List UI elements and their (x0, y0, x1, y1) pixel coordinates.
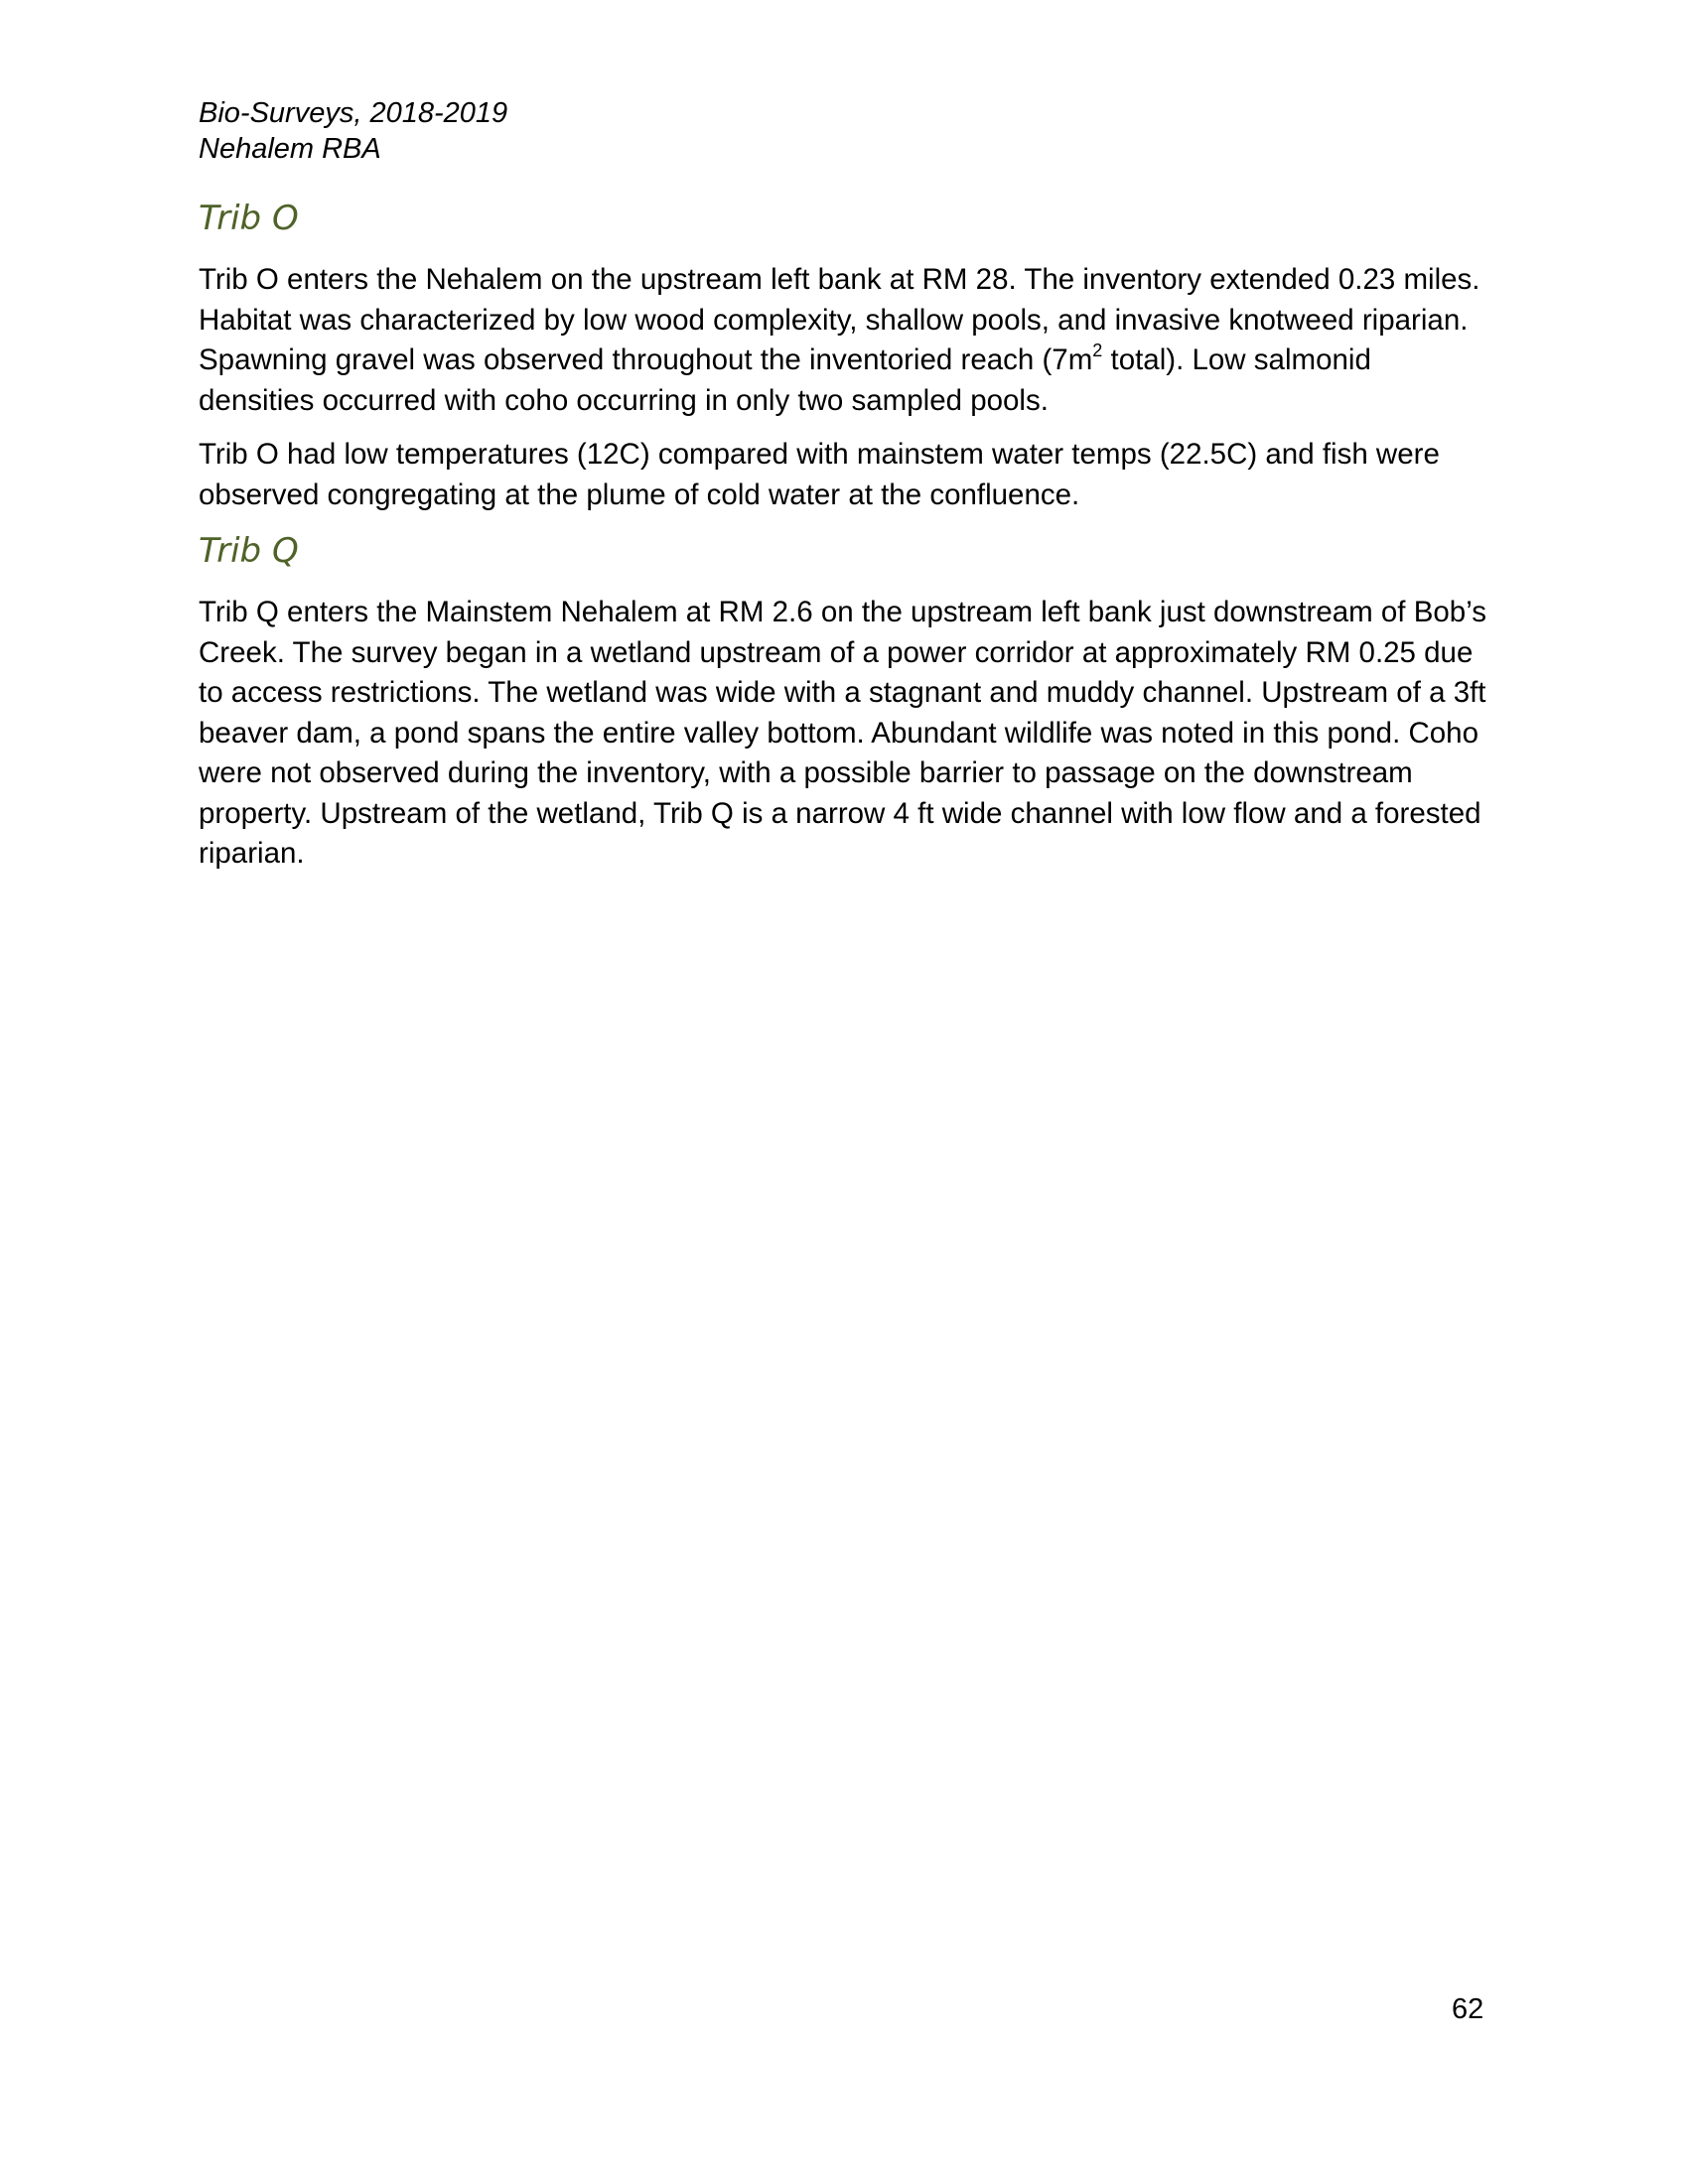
document-page (199, 95, 1489, 875)
header-line-1: Bio-Surveys, 2018-2019 (199, 97, 508, 129)
paragraph-trib-o-temperature: Trib O had low temperatures (12C) compared with mainstem water temps (22.5C) and fish were observed congregating at the plume of cold water at the confluence. (199, 438, 1440, 511)
page-number: 62 (1452, 1993, 1484, 2025)
paragraph-trib-q-survey: Trib Q enters the Mainstem Nehalem at RM 2.6 on the upstream left bank just downstream of Bob’s Creek. The survey began in a wetland upstream of a power corridor at approximately RM 0.25 due to access restrictions. The wetland was wide with a stagnant and muddy channel. Upstream of a 3ft beaver dam, a pond spans the entire valley bottom. Abundant wildlife was noted in this pond. Coho were not observed during the inventory, with a possible barrier to passage on the downstream property. Upstream of the wetland, Trib Q is a narrow 4 ft wide channel with low flow and a forested riparian. (199, 596, 1486, 870)
running-header (199, 95, 1489, 167)
superscript: 2 (1092, 341, 1103, 361)
paragraph-text: total). Low salmonid densities occurred with coho occurring in only two sampled pools. (199, 343, 1371, 417)
section-heading-trib-q: Trib Q (199, 531, 299, 571)
section-trib-o (199, 197, 1489, 515)
section-heading-trib-o: Trib O (199, 199, 299, 238)
paragraph-trib-o-habitat (199, 260, 1489, 421)
section-trib-q (199, 529, 1489, 875)
header-line-2: Nehalem RBA (199, 133, 381, 165)
paragraph-text: Trib O enters the Nehalem on the upstream left bank at RM 28. The inventory extended 0.23 miles. Habitat was characterized by low wood complexity, shallow pools, and invasive knotweed riparian. Spawning gravel was observed throughout the inventoried reach (7m (199, 263, 1480, 376)
